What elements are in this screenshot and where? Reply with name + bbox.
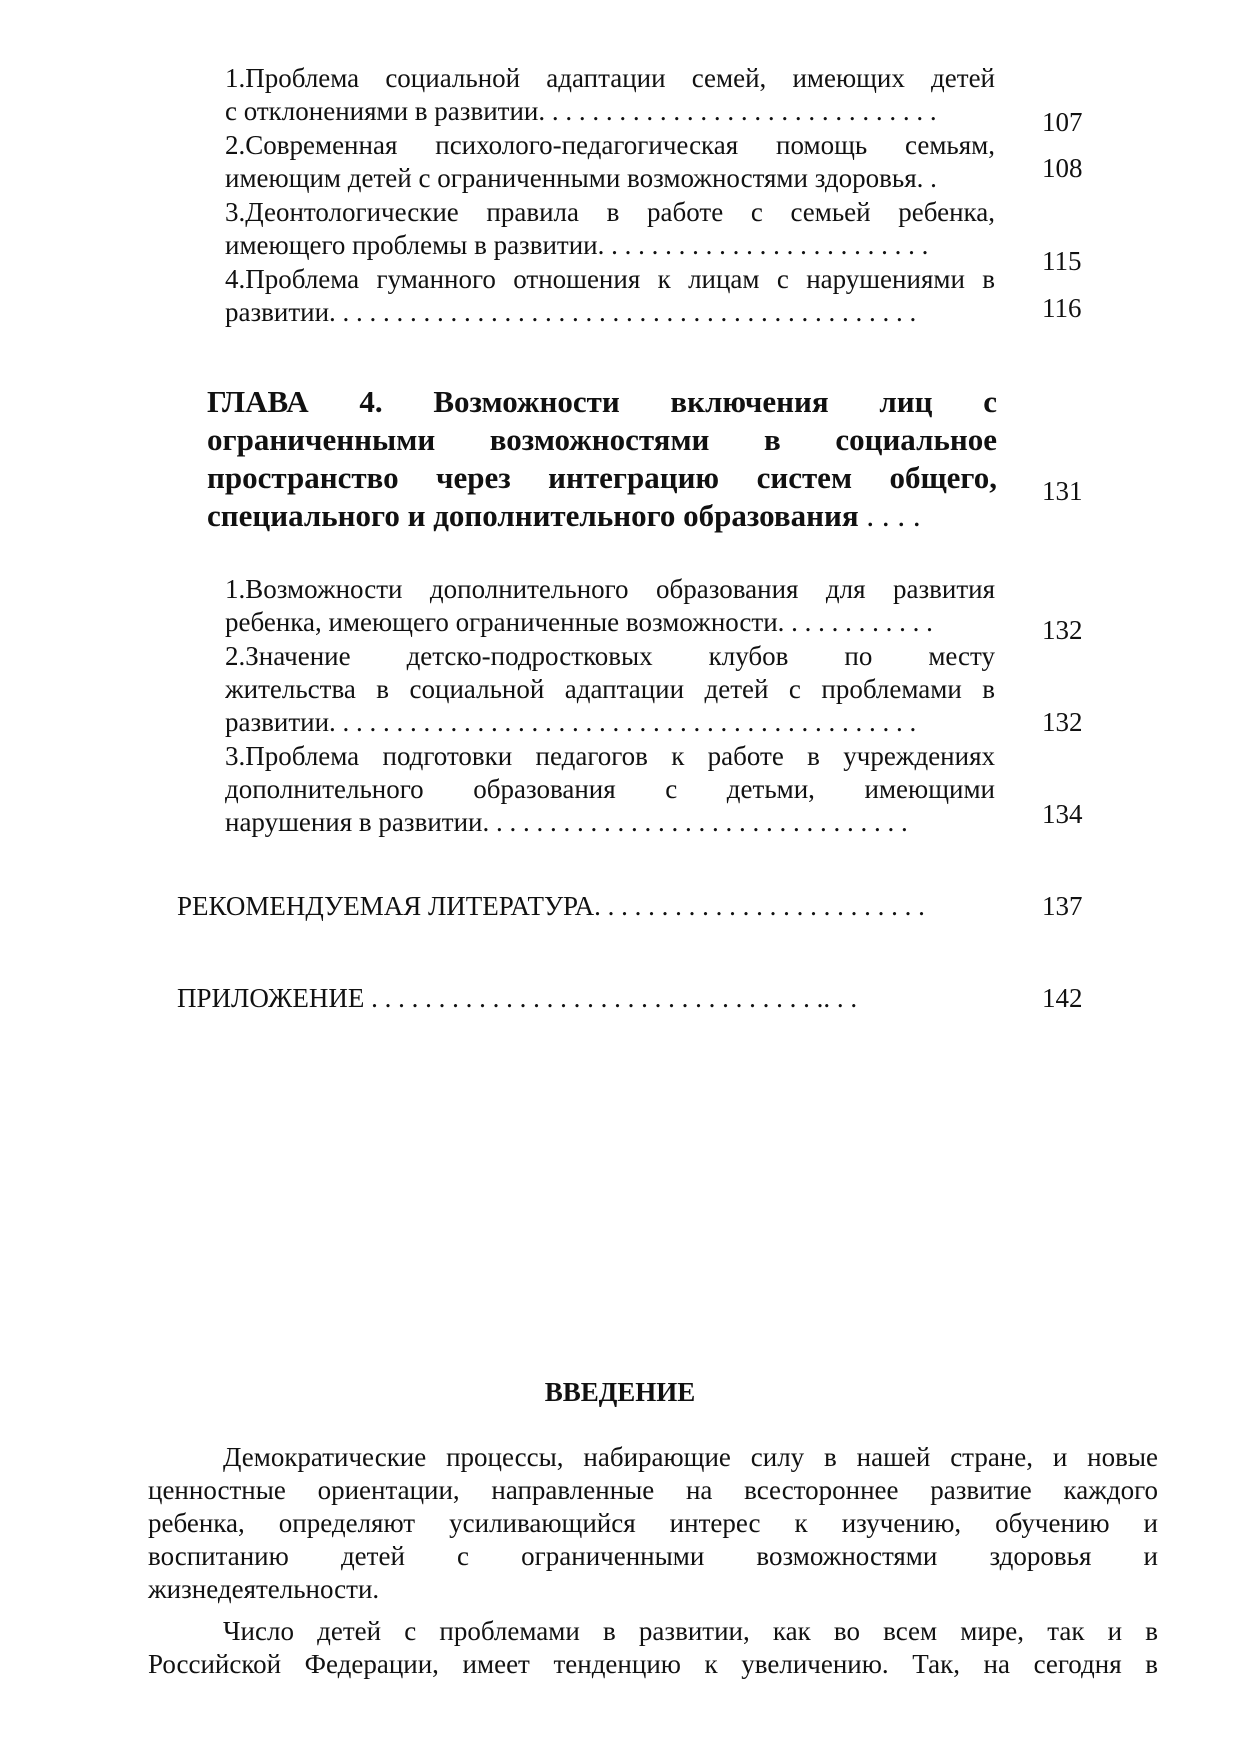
chapter-line-text: специального и дополнительного образования [207,498,859,533]
intro-paragraph-2 [148,1615,1158,1681]
toc-page-number: 108 [1042,153,1083,183]
toc-entry-text: 2.Современная психолого-педагогическая помощь семьям, [225,130,995,160]
toc-entry-text: развитии. . . . . . . . . . . . . . . . . . . . . . . . . . . . . . . . . . . . . . . . . . . . [225,297,917,327]
intro-paragraph-1 [148,1441,1158,1606]
toc-page-number: 107 [1042,107,1083,137]
toc-entry-3-4[interactable] [225,263,995,329]
toc-page-number: 137 [1042,891,1083,921]
intro-heading: ВВЕДЕНИЕ [544,1377,696,1407]
paragraph-line: Российской Федерации, имеет тенденцию к увеличению. Так, на сегодня в [148,1649,1158,1679]
toc-page-number: 134 [1042,799,1083,829]
toc-entry-text: 4.Проблема гуманного отношения к лицам с нарушениями в [225,264,995,294]
toc-entry-text: развитии. . . . . . . . . . . . . . . . . . . . . . . . . . . . . . . . . . . . . . . . . . . . [225,707,917,737]
chapter-line: ограниченными возможностями в социальное [207,422,997,457]
toc-entry-text: имеющим детей с ограниченными возможностями здоровья. . [225,163,937,193]
toc-entry-3-1[interactable] [225,62,995,128]
paragraph-line: Число детей с проблемами в развитии, как во всем мире, так и в [223,1616,1158,1646]
paragraph-line: ценностные ориентации, направленные на всестороннее развитие каждого [148,1475,1158,1505]
paragraph-line: воспитанию детей с ограниченными возможностями здоровья и [148,1541,1158,1571]
toc-entry-text: нарушения в развитии. . . . . . . . . . . . . . . . . . . . . . . . . . . . . . . . [225,807,908,837]
toc-entry-text: 3.Проблема подготовки педагогов к работе в учреждениях [225,741,995,771]
toc-entry-4-3[interactable] [225,740,995,839]
chapter-dots: . . . . [858,498,921,533]
toc-page-number: 132 [1042,615,1083,645]
toc-entry-text: дополнительного образования с детьми, имеющими [225,774,995,804]
toc-entry-text: 2.Значение детско-подростковых клубов по месту [225,641,995,671]
toc-entry-text: 1.Проблема социальной адаптации семей, имеющих детей [225,63,995,93]
toc-literature[interactable]: РЕКОМЕНДУЕМАЯ ЛИТЕРАТУРА. . . . . . . . . . . . . . . . . . . . . . . . . [177,891,925,921]
toc-entry-4-2[interactable] [225,640,995,739]
toc-entry-3-2[interactable] [225,129,995,195]
toc-entry-3-3[interactable] [225,196,995,262]
paragraph-line: ребенка, определяют усиливающийся интерес к изучению, обучению и [148,1508,1158,1538]
toc-page-number: 131 [1042,476,1083,506]
toc-appendix[interactable]: ПРИЛОЖЕНИЕ . . . . . . . . . . . . . . . . . . . . . . . . . . . . . . . . . .. . . [177,983,858,1013]
toc-entry-text: имеющего проблемы в развитии. . . . . . . . . . . . . . . . . . . . . . . . . [225,230,929,260]
toc-page-number: 142 [1042,983,1083,1013]
toc-page-number: 115 [1042,246,1082,276]
toc-entry-text: ребенка, имеющего ограниченные возможности. . . . . . . . . . . . [225,607,933,637]
toc-entry-text: 3.Деонтологические правила в работе с семьей ребенка, [225,197,995,227]
chapter-line: ГЛАВА 4. Возможности включения лиц с [207,384,997,419]
paragraph-line: жизнедеятельности. [148,1574,380,1604]
toc-entry-4-1[interactable] [225,573,995,639]
toc-page-number: 132 [1042,707,1083,737]
chapter-line: пространство через интеграцию систем общего, [207,460,997,495]
toc-page-number: 116 [1042,293,1082,323]
toc-entry-text: с отклонениями в развитии. . . . . . . . . . . . . . . . . . . . . . . . . . . . . . [225,96,937,126]
toc-entry-text: 1.Возможности дополнительного образования для развития [225,574,995,604]
toc-chapter-4[interactable] [207,383,997,535]
chapter-line [207,497,997,535]
paragraph-line: Демократические процессы, набирающие силу в нашей стране, и новые [223,1442,1158,1472]
toc-entry-text: жительства в социальной адаптации детей с проблемами в [225,674,995,704]
